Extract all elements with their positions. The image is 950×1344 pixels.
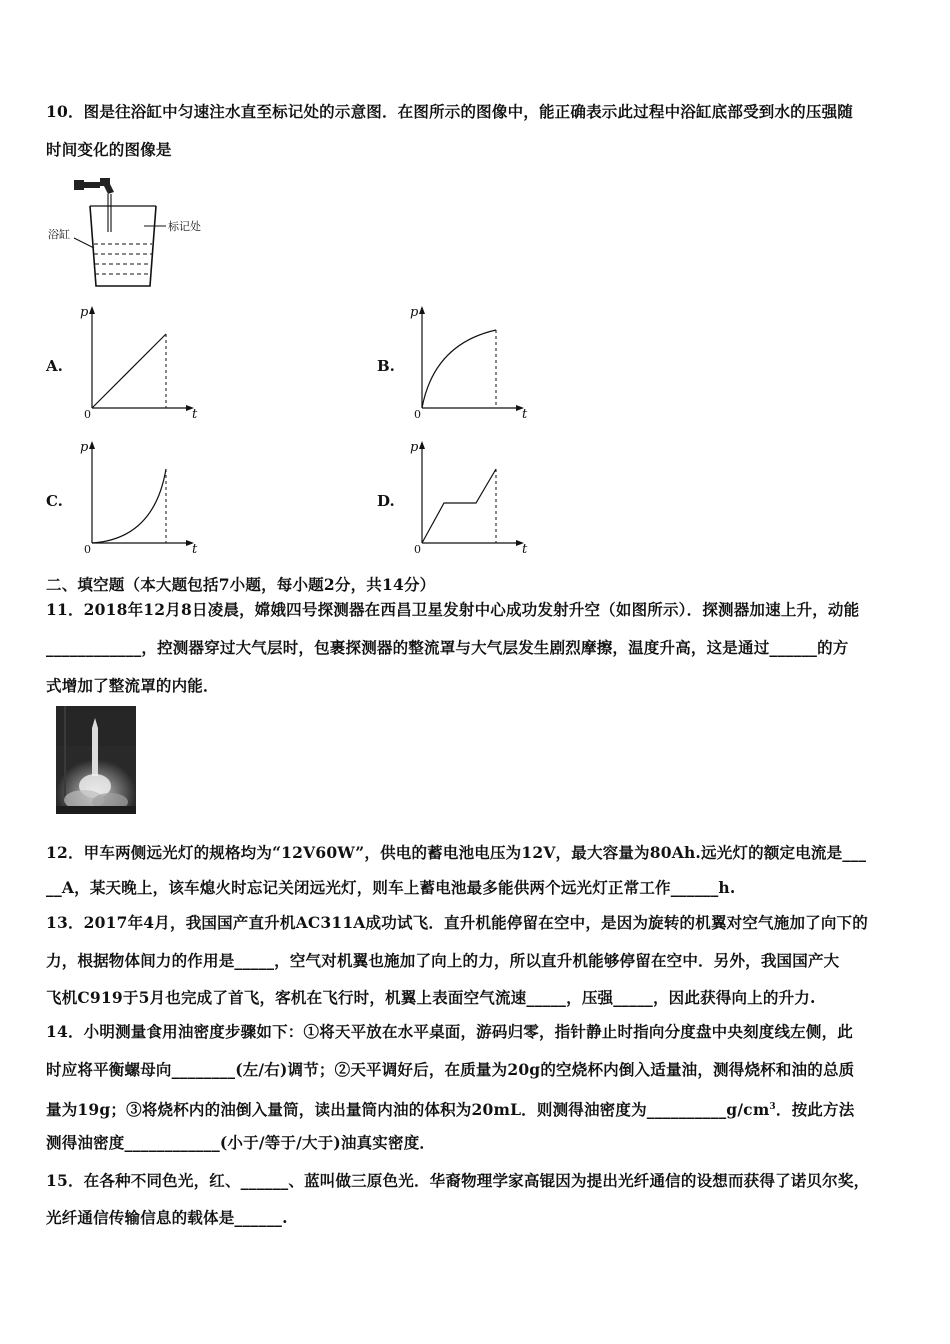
q11-line-3: 式增加了整流罩的内能．: [46, 676, 219, 695]
q14-line-3-main: 量为19g；③将烧杯内的油倒入量筒，读出量筒内油的体积为20mL．则测得油密度为__________g/cm: [46, 1100, 770, 1120]
faucet-icon: [100, 178, 114, 194]
curve-b: [422, 330, 496, 408]
svg-text:p: p: [410, 305, 419, 320]
svg-text:t: t: [192, 542, 198, 557]
option-d-label: D.: [377, 492, 395, 510]
q14-line-3-tail: ．按此方法: [775, 1100, 855, 1120]
rocket-launch-photo: [56, 706, 136, 814]
svg-text:t: t: [192, 407, 198, 422]
svg-text:t: t: [522, 542, 528, 557]
q15-line-1: 15．在各种不同色光，红、______、蓝叫做三原色光．华裔物理学家高锟因为提出光纤通信的设想而获得了诺贝尔奖，: [46, 1171, 870, 1190]
svg-text:t: t: [522, 407, 528, 422]
q14-superscript: 3: [769, 1102, 776, 1112]
curve-d: [422, 469, 496, 543]
tub-label: 浴缸: [48, 228, 70, 241]
svg-text:0: 0: [414, 543, 421, 556]
graph-a: [74, 300, 204, 422]
q11-line-1: 11．2018年12月8日凌晨，嫦娥四号探测器在西昌卫星发射中心成功发射升空（如图所示）．探测器加速上升，动能: [46, 600, 860, 619]
option-a-label: A.: [46, 357, 63, 375]
graph-b: [404, 300, 534, 422]
svg-text:p: p: [80, 440, 89, 455]
svg-text:p: p: [80, 305, 89, 320]
q12-line-1: 12．甲车两侧远光灯的规格均为“12V60W”，供电的蓄电池电压为12V，最大容量为80Ah.远光灯的额定电流是___: [46, 843, 867, 862]
mark-label: 标记处: [168, 220, 201, 233]
q14-line-3: [46, 1097, 854, 1120]
bathtub-figure: [44, 172, 214, 294]
q12-line-2: __A，某天晚上，该车熄火时忘记关闭远光灯，则车上蓄电池最多能供两个远光灯正常工作______h.: [46, 878, 736, 897]
option-b-label: B.: [377, 357, 395, 375]
graph-d: [404, 435, 534, 557]
q15-line-2: 光纤通信传输信息的载体是______.: [46, 1208, 288, 1227]
q14-line-2: 时应将平衡螺母向________(左/右)调节；②天平调好后，在质量为20g的空烧杯内倒入适量油，测得烧杯和油的总质: [46, 1060, 855, 1079]
q14-line-1: 14．小明测量食用油密度步骤如下：①将天平放在水平桌面，游码归零，指针静止时指向分度盘中央刻度线左侧，此: [46, 1022, 853, 1041]
curve-c: [92, 469, 166, 543]
graph-c: [74, 435, 204, 557]
faucet-valve-icon: [74, 180, 84, 190]
curve-a: [92, 334, 166, 408]
rocket-icon: [92, 728, 98, 776]
svg-text:p: p: [410, 440, 419, 455]
svg-text:0: 0: [414, 408, 421, 421]
svg-text:0: 0: [84, 543, 91, 556]
q10-line-1: 10．图是往浴缸中匀速注水直至标记处的示意图．在图所示的图像中，能正确表示此过程中浴缸底部受到水的压强随: [46, 102, 853, 121]
option-c-label: C.: [46, 492, 63, 510]
section-title: 二、填空题（本大题包括7小题，每小题2分，共14分）: [46, 575, 436, 594]
q14-line-4: 测得油密度____________(小于/等于/大于)油真实密度．: [46, 1133, 436, 1152]
q13-line-2: 力，根据物体间力的作用是_____，空气对机翼也施加了向上的力，所以直升机能够停留在空中．另外，我国国产大: [46, 951, 840, 970]
q10-line-2: 时间变化的图像是: [46, 140, 172, 159]
svg-text:0: 0: [84, 408, 91, 421]
q13-line-3: 飞机C919于5月也完成了首飞，客机在飞行时，机翼上表面空气流速_____，压强_____，因此获得向上的升力.: [46, 988, 816, 1007]
q13-line-1: 13．2017年4月，我国国产直升机AC311A成功试飞．直升机能停留在空中，是因为旋转的机翼对空气施加了向下的: [46, 913, 868, 932]
q11-line-2: ____________，控测器穿过大气层时，包裹探测器的整流罩与大气层发生剧烈摩擦，温度升高，这是通过______的方: [46, 638, 849, 657]
